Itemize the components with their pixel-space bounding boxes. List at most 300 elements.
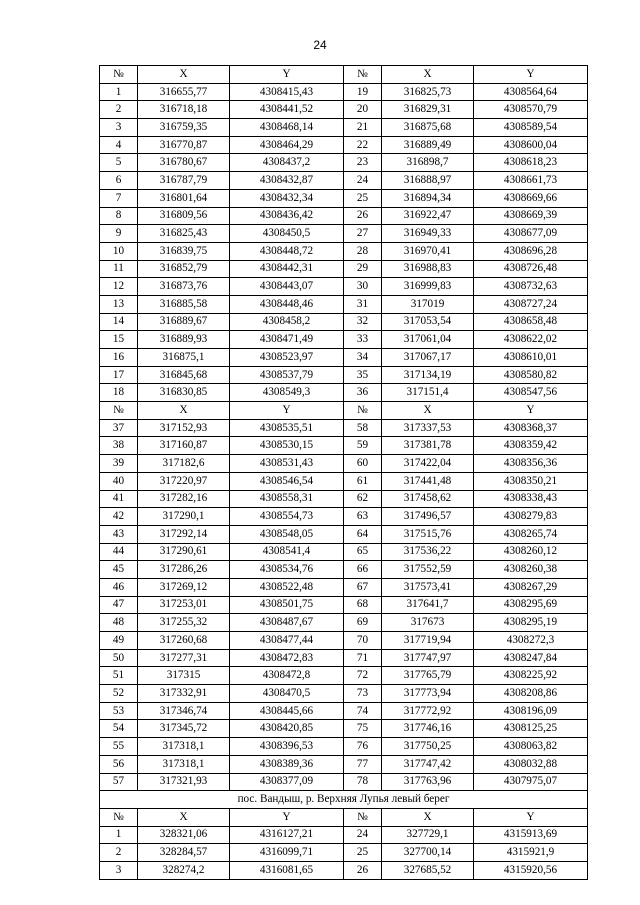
point-number-cell: 1 [100, 826, 138, 844]
table-row [100, 596, 588, 614]
table-row [100, 83, 588, 101]
table-row [100, 242, 588, 260]
table-row [100, 844, 588, 862]
y-coordinate-cell: 4308448,72 [230, 242, 344, 260]
x-coordinate-cell: 316809,56 [138, 207, 230, 225]
y-coordinate-cell: 4308468,14 [230, 119, 344, 137]
y-coordinate-cell: 4308338,43 [474, 490, 588, 508]
y-coordinate-cell: 4308669,39 [474, 207, 588, 225]
y-coordinate-cell: 4308618,23 [474, 154, 588, 172]
x-coordinate-cell: 317747,97 [382, 649, 474, 667]
point-number-cell: 2 [100, 101, 138, 119]
x-coordinate-cell: 316889,49 [382, 136, 474, 154]
table-header-row [100, 66, 588, 84]
point-number-cell: 53 [100, 702, 138, 720]
x-coordinate-cell: 317067,17 [382, 349, 474, 367]
page-number: 24 [313, 38, 327, 52]
point-number-cell: 47 [100, 596, 138, 614]
point-number-cell: 22 [344, 136, 382, 154]
x-coordinate-cell: 316888,97 [382, 172, 474, 190]
y-coordinate-cell: 4308389,36 [230, 755, 344, 773]
x-coordinate-cell: 316655,77 [138, 83, 230, 101]
y-coordinate-cell: 4308541,4 [230, 543, 344, 561]
y-coordinate-cell: 4315920,56 [474, 861, 588, 879]
point-number-cell: 25 [344, 844, 382, 862]
point-number-cell: 35 [344, 366, 382, 384]
x-coordinate-cell: 316830,85 [138, 384, 230, 402]
column-header: № [100, 808, 138, 826]
table-row [100, 366, 588, 384]
point-number-cell: 27 [344, 225, 382, 243]
y-coordinate-cell: 4308436,42 [230, 207, 344, 225]
point-number-cell: 51 [100, 667, 138, 685]
table-row [100, 154, 588, 172]
x-coordinate-cell: 317286,26 [138, 561, 230, 579]
table-row [100, 755, 588, 773]
table-row [100, 172, 588, 190]
point-number-cell: 25 [344, 189, 382, 207]
y-coordinate-cell: 4316099,71 [230, 844, 344, 862]
y-coordinate-cell: 4308658,48 [474, 313, 588, 331]
point-number-cell: 63 [344, 508, 382, 526]
x-coordinate-cell: 317345,72 [138, 720, 230, 738]
point-number-cell: 57 [100, 773, 138, 791]
y-coordinate-cell: 4308535,51 [230, 419, 344, 437]
table-header-row [100, 402, 588, 420]
x-coordinate-cell: 317282,16 [138, 490, 230, 508]
y-coordinate-cell: 4308420,85 [230, 720, 344, 738]
x-coordinate-cell: 316898,7 [382, 154, 474, 172]
x-coordinate-cell: 317496,57 [382, 508, 474, 526]
y-coordinate-cell: 4308501,75 [230, 596, 344, 614]
point-number-cell: 75 [344, 720, 382, 738]
column-header: X [138, 66, 230, 84]
point-number-cell: 37 [100, 419, 138, 437]
y-coordinate-cell: 4308260,38 [474, 561, 588, 579]
table-row [100, 667, 588, 685]
coordinates-table [99, 65, 588, 880]
point-number-cell: 60 [344, 455, 382, 473]
section-caption-row [100, 791, 588, 809]
x-coordinate-cell: 316894,34 [382, 189, 474, 207]
table-row [100, 207, 588, 225]
x-coordinate-cell: 317160,87 [138, 437, 230, 455]
point-number-cell: 4 [100, 136, 138, 154]
y-coordinate-cell: 4308622,02 [474, 331, 588, 349]
table-row [100, 614, 588, 632]
point-number-cell: 39 [100, 455, 138, 473]
point-number-cell: 42 [100, 508, 138, 526]
x-coordinate-cell: 316875,1 [138, 349, 230, 367]
y-coordinate-cell: 4308272,3 [474, 632, 588, 650]
table-row [100, 826, 588, 844]
x-coordinate-cell: 317152,93 [138, 419, 230, 437]
point-number-cell: 24 [344, 826, 382, 844]
y-coordinate-cell: 4308470,5 [230, 685, 344, 703]
table-row [100, 331, 588, 349]
table-row [100, 313, 588, 331]
column-header: X [382, 66, 474, 84]
point-number-cell: 77 [344, 755, 382, 773]
x-coordinate-cell: 317719,94 [382, 632, 474, 650]
table-row [100, 578, 588, 596]
point-number-cell: 44 [100, 543, 138, 561]
y-coordinate-cell: 4308247,84 [474, 649, 588, 667]
point-number-cell: 58 [344, 419, 382, 437]
y-coordinate-cell: 4308368,37 [474, 419, 588, 437]
x-coordinate-cell: 317772,92 [382, 702, 474, 720]
point-number-cell: 30 [344, 278, 382, 296]
y-coordinate-cell: 4308208,86 [474, 685, 588, 703]
point-number-cell: 26 [344, 861, 382, 879]
column-header: Y [230, 808, 344, 826]
point-number-cell: 2 [100, 844, 138, 862]
point-number-cell: 16 [100, 349, 138, 367]
x-coordinate-cell: 327729,1 [382, 826, 474, 844]
table-row [100, 119, 588, 137]
table-row [100, 278, 588, 296]
table-row [100, 260, 588, 278]
x-coordinate-cell: 316873,76 [138, 278, 230, 296]
x-coordinate-cell: 317220,97 [138, 472, 230, 490]
point-number-cell: 70 [344, 632, 382, 650]
point-number-cell: 59 [344, 437, 382, 455]
point-number-cell: 67 [344, 578, 382, 596]
point-number-cell: 41 [100, 490, 138, 508]
y-coordinate-cell: 4308589,54 [474, 119, 588, 137]
y-coordinate-cell: 4308549,3 [230, 384, 344, 402]
y-coordinate-cell: 4308260,12 [474, 543, 588, 561]
point-number-cell: 66 [344, 561, 382, 579]
point-number-cell: 69 [344, 614, 382, 632]
table-row [100, 861, 588, 879]
y-coordinate-cell: 4308472,8 [230, 667, 344, 685]
point-number-cell: 6 [100, 172, 138, 190]
table-row [100, 490, 588, 508]
y-coordinate-cell: 4308350,21 [474, 472, 588, 490]
y-coordinate-cell: 4308359,42 [474, 437, 588, 455]
table-row [100, 455, 588, 473]
y-coordinate-cell: 4308471,49 [230, 331, 344, 349]
x-coordinate-cell: 316885,58 [138, 295, 230, 313]
point-number-cell: 3 [100, 119, 138, 137]
x-coordinate-cell: 317134,19 [382, 366, 474, 384]
column-header: № [100, 66, 138, 84]
point-number-cell: 56 [100, 755, 138, 773]
point-number-cell: 68 [344, 596, 382, 614]
point-number-cell: 64 [344, 525, 382, 543]
section-caption: пос. Вандыш, р. Верхняя Лупья левый берег [100, 791, 588, 809]
x-coordinate-cell: 328284,57 [138, 844, 230, 862]
x-coordinate-cell: 317321,93 [138, 773, 230, 791]
x-coordinate-cell: 317773,94 [382, 685, 474, 703]
x-coordinate-cell: 317182,6 [138, 455, 230, 473]
point-number-cell: 14 [100, 313, 138, 331]
point-number-cell: 65 [344, 543, 382, 561]
x-coordinate-cell: 316787,79 [138, 172, 230, 190]
point-number-cell: 33 [344, 331, 382, 349]
x-coordinate-cell: 317552,59 [382, 561, 474, 579]
table-row [100, 189, 588, 207]
table-row [100, 508, 588, 526]
table-row [100, 384, 588, 402]
table-row [100, 472, 588, 490]
table-row [100, 136, 588, 154]
point-number-cell: 7 [100, 189, 138, 207]
point-number-cell: 24 [344, 172, 382, 190]
x-coordinate-cell: 316845,68 [138, 366, 230, 384]
y-coordinate-cell: 4308356,36 [474, 455, 588, 473]
y-coordinate-cell: 4308523,97 [230, 349, 344, 367]
point-number-cell: 49 [100, 632, 138, 650]
column-header: X [138, 808, 230, 826]
y-coordinate-cell: 4308125,25 [474, 720, 588, 738]
x-coordinate-cell: 327685,52 [382, 861, 474, 879]
y-coordinate-cell: 4308696,28 [474, 242, 588, 260]
point-number-cell: 71 [344, 649, 382, 667]
point-number-cell: 23 [344, 154, 382, 172]
y-coordinate-cell: 4308727,24 [474, 295, 588, 313]
x-coordinate-cell: 317290,61 [138, 543, 230, 561]
point-number-cell: 5 [100, 154, 138, 172]
table-row [100, 225, 588, 243]
column-header: Y [230, 402, 344, 420]
table-row [100, 525, 588, 543]
y-coordinate-cell: 4308445,66 [230, 702, 344, 720]
y-coordinate-cell: 4308265,74 [474, 525, 588, 543]
point-number-cell: 61 [344, 472, 382, 490]
x-coordinate-cell: 316829,31 [382, 101, 474, 119]
x-coordinate-cell: 317061,04 [382, 331, 474, 349]
point-number-cell: 13 [100, 295, 138, 313]
table-row [100, 101, 588, 119]
y-coordinate-cell: 4308279,83 [474, 508, 588, 526]
x-coordinate-cell: 317750,25 [382, 738, 474, 756]
x-coordinate-cell: 317763,96 [382, 773, 474, 791]
y-coordinate-cell: 4308063,82 [474, 738, 588, 756]
y-coordinate-cell: 4308610,01 [474, 349, 588, 367]
x-coordinate-cell: 317019 [382, 295, 474, 313]
y-coordinate-cell: 4308580,82 [474, 366, 588, 384]
x-coordinate-cell: 316839,75 [138, 242, 230, 260]
table-header-row [100, 808, 588, 826]
x-coordinate-cell: 317290,1 [138, 508, 230, 526]
y-coordinate-cell: 4308487,67 [230, 614, 344, 632]
point-number-cell: 38 [100, 437, 138, 455]
y-coordinate-cell: 4308726,48 [474, 260, 588, 278]
x-coordinate-cell: 316759,35 [138, 119, 230, 137]
table-row [100, 738, 588, 756]
column-header: № [344, 808, 382, 826]
x-coordinate-cell: 316825,73 [382, 83, 474, 101]
point-number-cell: 76 [344, 738, 382, 756]
column-header: Y [230, 66, 344, 84]
point-number-cell: 54 [100, 720, 138, 738]
point-number-cell: 15 [100, 331, 138, 349]
point-number-cell: 9 [100, 225, 138, 243]
x-coordinate-cell: 327700,14 [382, 844, 474, 862]
y-coordinate-cell: 4308415,43 [230, 83, 344, 101]
point-number-cell: 1 [100, 83, 138, 101]
y-coordinate-cell: 4308537,79 [230, 366, 344, 384]
x-coordinate-cell: 317269,12 [138, 578, 230, 596]
x-coordinate-cell: 317458,62 [382, 490, 474, 508]
table-row [100, 295, 588, 313]
y-coordinate-cell: 4308464,29 [230, 136, 344, 154]
column-header: № [100, 402, 138, 420]
point-number-cell: 52 [100, 685, 138, 703]
point-number-cell: 74 [344, 702, 382, 720]
table-row [100, 349, 588, 367]
table-row [100, 543, 588, 561]
x-coordinate-cell: 316988,83 [382, 260, 474, 278]
y-coordinate-cell: 4308546,54 [230, 472, 344, 490]
y-coordinate-cell: 4308554,73 [230, 508, 344, 526]
column-header: X [382, 808, 474, 826]
y-coordinate-cell: 4308661,73 [474, 172, 588, 190]
table-row [100, 632, 588, 650]
point-number-cell: 34 [344, 349, 382, 367]
y-coordinate-cell: 4308377,09 [230, 773, 344, 791]
x-coordinate-cell: 317332,91 [138, 685, 230, 703]
x-coordinate-cell: 317315 [138, 667, 230, 685]
point-number-cell: 29 [344, 260, 382, 278]
x-coordinate-cell: 317337,53 [382, 419, 474, 437]
point-number-cell: 43 [100, 525, 138, 543]
point-number-cell: 18 [100, 384, 138, 402]
x-coordinate-cell: 316801,64 [138, 189, 230, 207]
point-number-cell: 8 [100, 207, 138, 225]
x-coordinate-cell: 317515,76 [382, 525, 474, 543]
x-coordinate-cell: 316889,93 [138, 331, 230, 349]
point-number-cell: 32 [344, 313, 382, 331]
x-coordinate-cell: 316875,68 [382, 119, 474, 137]
table-row [100, 437, 588, 455]
x-coordinate-cell: 317053,54 [382, 313, 474, 331]
x-coordinate-cell: 317746,16 [382, 720, 474, 738]
y-coordinate-cell: 4308396,53 [230, 738, 344, 756]
x-coordinate-cell: 316970,41 [382, 242, 474, 260]
x-coordinate-cell: 316770,87 [138, 136, 230, 154]
y-coordinate-cell: 4308450,5 [230, 225, 344, 243]
column-header: Y [474, 402, 588, 420]
y-coordinate-cell: 4308458,2 [230, 313, 344, 331]
point-number-cell: 48 [100, 614, 138, 632]
y-coordinate-cell: 4308600,04 [474, 136, 588, 154]
x-coordinate-cell: 316999,83 [382, 278, 474, 296]
point-number-cell: 46 [100, 578, 138, 596]
point-number-cell: 3 [100, 861, 138, 879]
x-coordinate-cell: 317441,48 [382, 472, 474, 490]
y-coordinate-cell: 4308432,87 [230, 172, 344, 190]
column-header: X [138, 402, 230, 420]
table-row [100, 649, 588, 667]
x-coordinate-cell: 317253,01 [138, 596, 230, 614]
y-coordinate-cell: 4308032,88 [474, 755, 588, 773]
x-coordinate-cell: 317277,31 [138, 649, 230, 667]
y-coordinate-cell: 4308531,43 [230, 455, 344, 473]
y-coordinate-cell: 4308441,52 [230, 101, 344, 119]
point-number-cell: 11 [100, 260, 138, 278]
y-coordinate-cell: 4308448,46 [230, 295, 344, 313]
x-coordinate-cell: 317260,68 [138, 632, 230, 650]
y-coordinate-cell: 4308558,31 [230, 490, 344, 508]
point-number-cell: 72 [344, 667, 382, 685]
column-header: № [344, 66, 382, 84]
x-coordinate-cell: 317673 [382, 614, 474, 632]
x-coordinate-cell: 317536,22 [382, 543, 474, 561]
x-coordinate-cell: 317765,79 [382, 667, 474, 685]
x-coordinate-cell: 316825,43 [138, 225, 230, 243]
y-coordinate-cell: 4308442,31 [230, 260, 344, 278]
point-number-cell: 45 [100, 561, 138, 579]
point-number-cell: 12 [100, 278, 138, 296]
y-coordinate-cell: 4308570,79 [474, 101, 588, 119]
table-row [100, 702, 588, 720]
y-coordinate-cell: 4316127,21 [230, 826, 344, 844]
table-row [100, 720, 588, 738]
column-header: X [382, 402, 474, 420]
y-coordinate-cell: 4308437,2 [230, 154, 344, 172]
point-number-cell: 55 [100, 738, 138, 756]
point-number-cell: 20 [344, 101, 382, 119]
table-row [100, 773, 588, 791]
y-coordinate-cell: 4308669,66 [474, 189, 588, 207]
table-row [100, 419, 588, 437]
x-coordinate-cell: 317381,78 [382, 437, 474, 455]
y-coordinate-cell: 4308547,56 [474, 384, 588, 402]
point-number-cell: 36 [344, 384, 382, 402]
x-coordinate-cell: 316949,33 [382, 225, 474, 243]
x-coordinate-cell: 317255,32 [138, 614, 230, 632]
y-coordinate-cell: 4308196,09 [474, 702, 588, 720]
y-coordinate-cell: 4308432,34 [230, 189, 344, 207]
y-coordinate-cell: 4308477,44 [230, 632, 344, 650]
x-coordinate-cell: 317151,4 [382, 384, 474, 402]
y-coordinate-cell: 4308295,69 [474, 596, 588, 614]
point-number-cell: 78 [344, 773, 382, 791]
point-number-cell: 40 [100, 472, 138, 490]
x-coordinate-cell: 328321,06 [138, 826, 230, 844]
y-coordinate-cell: 4308295,19 [474, 614, 588, 632]
x-coordinate-cell: 317318,1 [138, 738, 230, 756]
x-coordinate-cell: 317641,7 [382, 596, 474, 614]
y-coordinate-cell: 4308677,09 [474, 225, 588, 243]
column-header: Y [474, 66, 588, 84]
y-coordinate-cell: 4308564,64 [474, 83, 588, 101]
point-number-cell: 17 [100, 366, 138, 384]
y-coordinate-cell: 4308472,83 [230, 649, 344, 667]
column-header: Y [474, 808, 588, 826]
y-coordinate-cell: 4308548,05 [230, 525, 344, 543]
x-coordinate-cell: 316718,18 [138, 101, 230, 119]
x-coordinate-cell: 317292,14 [138, 525, 230, 543]
x-coordinate-cell: 317346,74 [138, 702, 230, 720]
y-coordinate-cell: 4308443,07 [230, 278, 344, 296]
y-coordinate-cell: 4308530,15 [230, 437, 344, 455]
x-coordinate-cell: 317573,41 [382, 578, 474, 596]
point-number-cell: 73 [344, 685, 382, 703]
y-coordinate-cell: 4315913,69 [474, 826, 588, 844]
y-coordinate-cell: 4307975,07 [474, 773, 588, 791]
point-number-cell: 10 [100, 242, 138, 260]
x-coordinate-cell: 316780,67 [138, 154, 230, 172]
x-coordinate-cell: 317747,42 [382, 755, 474, 773]
x-coordinate-cell: 328274,2 [138, 861, 230, 879]
y-coordinate-cell: 4308732,63 [474, 278, 588, 296]
y-coordinate-cell: 4316081,65 [230, 861, 344, 879]
point-number-cell: 31 [344, 295, 382, 313]
